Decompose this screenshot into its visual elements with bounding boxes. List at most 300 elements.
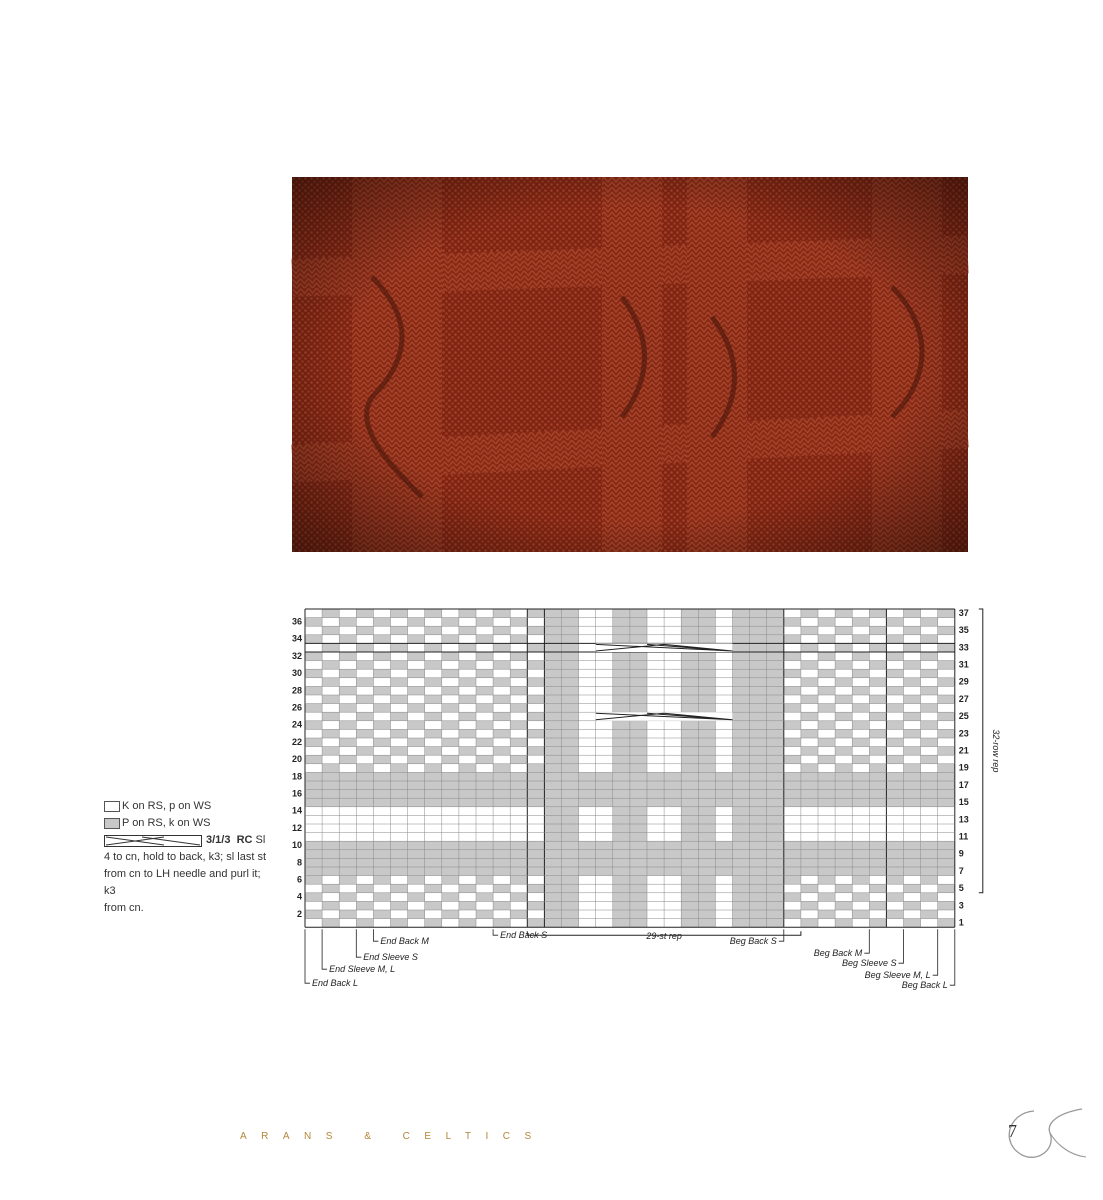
chart-cell-purl — [356, 781, 373, 790]
chart-cell-purl — [613, 695, 630, 704]
chart-cell-purl — [886, 781, 903, 790]
chart-cell-purl — [784, 618, 801, 627]
chart-cell-purl — [493, 661, 510, 670]
chart-cell-purl — [750, 686, 767, 695]
chart-cell-purl — [767, 729, 784, 738]
chart-cell-purl — [493, 729, 510, 738]
chart-cell-purl — [869, 858, 886, 867]
chart-cell-purl — [408, 686, 425, 695]
chart-cell-purl — [886, 704, 903, 713]
chart-cell-purl — [938, 790, 955, 799]
chart-cell-purl — [767, 798, 784, 807]
chart-cell-purl — [647, 790, 664, 799]
chart-cell-purl — [921, 704, 938, 713]
chart-cell-purl — [698, 781, 715, 790]
chart-cell-purl — [630, 661, 647, 670]
chart-cell-purl — [767, 661, 784, 670]
chart-cell-purl — [733, 669, 750, 678]
chart-cell-purl — [750, 626, 767, 635]
chart-cell-purl — [562, 661, 579, 670]
chart-cell-purl — [356, 609, 373, 618]
row-number-right: 21 — [958, 745, 969, 756]
chart-cell-purl — [339, 876, 356, 885]
chart-cell-purl — [750, 841, 767, 850]
chart-cell-purl — [698, 721, 715, 730]
chart-cell-purl — [852, 704, 869, 713]
chart-cell-purl — [305, 867, 322, 876]
row-number-right: 13 — [958, 814, 969, 825]
chart-cell-purl — [459, 790, 476, 799]
chart-cell-purl — [442, 910, 459, 919]
chart-cell-purl — [630, 867, 647, 876]
chart-cell-purl — [425, 858, 442, 867]
chart-cell-purl — [733, 626, 750, 635]
chart-cell-purl — [869, 747, 886, 756]
chart-cell-purl — [681, 721, 698, 730]
chart-cell-purl — [784, 876, 801, 885]
chart-cell-purl — [784, 893, 801, 902]
chart-cell-purl — [442, 652, 459, 661]
page-number: 7 — [1008, 1121, 1017, 1141]
chart-cell-purl — [442, 721, 459, 730]
row-rep-label: 32-row rep — [990, 729, 1001, 773]
chart-cell-purl — [886, 893, 903, 902]
chart-cell-purl — [613, 669, 630, 678]
chart-cell-purl — [835, 678, 852, 687]
cable-rc: RC — [236, 834, 253, 846]
chart-cell-purl — [476, 618, 493, 627]
cable-code: 3/1/3 — [206, 834, 231, 846]
chart-cell-purl — [373, 893, 390, 902]
chart-cell-purl — [733, 884, 750, 893]
chart-cell-purl — [835, 781, 852, 790]
chart-cell-purl — [476, 772, 493, 781]
chart-cell-purl — [750, 919, 767, 928]
chart-cell-purl — [408, 893, 425, 902]
cable-symbol-icon — [104, 835, 202, 847]
chart-cell-purl — [579, 772, 596, 781]
chart-cell-purl — [750, 824, 767, 833]
chart-cell-purl — [391, 712, 408, 721]
row-number-right: 25 — [958, 711, 969, 722]
chart-cell-purl — [750, 738, 767, 747]
chart-cell-purl — [681, 618, 698, 627]
chart-cell-purl — [562, 815, 579, 824]
row-number-right: 27 — [958, 693, 969, 704]
chart-cell-purl — [630, 815, 647, 824]
chart-cell-purl — [681, 661, 698, 670]
chart-cell-purl — [373, 850, 390, 859]
chart-cell-purl — [664, 850, 681, 859]
row-number-left: 20 — [291, 754, 302, 765]
chart-cell-purl — [681, 798, 698, 807]
chart-cell-purl — [630, 669, 647, 678]
chart-cell-purl — [425, 901, 442, 910]
chart-cell-purl — [767, 712, 784, 721]
chart-cell-purl — [767, 669, 784, 678]
chart-cell-purl — [869, 790, 886, 799]
chart-cell-purl — [647, 841, 664, 850]
chart-cell-purl — [733, 841, 750, 850]
chart-cell-purl — [886, 850, 903, 859]
chart-cell-purl — [510, 910, 527, 919]
chart-cell-purl — [562, 721, 579, 730]
chart-cell-purl — [373, 910, 390, 919]
chart-cell-purl — [579, 781, 596, 790]
chart-cell-purl — [510, 652, 527, 661]
row-number-right: 1 — [958, 917, 964, 928]
chart-cell-purl — [356, 643, 373, 652]
chart-cell-purl — [408, 721, 425, 730]
chart-cell-purl — [442, 850, 459, 859]
chart-cell-purl — [835, 901, 852, 910]
chart-cell-purl — [698, 669, 715, 678]
chart-cell-purl — [681, 841, 698, 850]
chart-cell-purl — [459, 764, 476, 773]
chart-cell-purl — [613, 824, 630, 833]
chart-cell-purl — [510, 635, 527, 644]
chart-cell-purl — [408, 704, 425, 713]
chart-cell-purl — [904, 841, 921, 850]
chart-cell-purl — [733, 686, 750, 695]
chart-cell-purl — [322, 798, 339, 807]
chart-cell-purl — [698, 790, 715, 799]
chart-cell-purl — [391, 661, 408, 670]
chart-cell-purl — [305, 781, 322, 790]
chart-cell-purl — [613, 807, 630, 816]
chart-cell-purl — [852, 910, 869, 919]
chart-cell-purl — [733, 695, 750, 704]
chart-cell-purl — [562, 626, 579, 635]
row-number-right: 37 — [958, 607, 969, 618]
chart-cell-purl — [767, 747, 784, 756]
chart-cell-purl — [750, 772, 767, 781]
chart-cell-purl — [356, 919, 373, 928]
chart-cell-purl — [750, 747, 767, 756]
footer-title: ARANS & CELTICS — [240, 1131, 546, 1142]
chart-cell-purl — [733, 901, 750, 910]
chart-cell-purl — [322, 884, 339, 893]
chart-cell-purl — [408, 635, 425, 644]
chart-cell-purl — [544, 919, 561, 928]
chart-cell-purl — [784, 850, 801, 859]
chart-cell-purl — [750, 678, 767, 687]
chart-cell-purl — [630, 824, 647, 833]
chart-cell-purl — [630, 626, 647, 635]
chart-cell-purl — [527, 729, 544, 738]
chart-cell-purl — [750, 910, 767, 919]
chart-cell-purl — [527, 858, 544, 867]
chart-cell-purl — [733, 721, 750, 730]
chart-cell-purl — [510, 686, 527, 695]
chart-cell-purl — [579, 798, 596, 807]
chart-cell-purl — [921, 850, 938, 859]
chart-cell-purl — [356, 798, 373, 807]
chart-cell-purl — [698, 867, 715, 876]
right-stitch-label: Beg Sleeve S — [841, 958, 897, 969]
left-stitch-label: End Back L — [312, 978, 359, 989]
chart-cell-purl — [339, 841, 356, 850]
chart-cell-purl — [852, 738, 869, 747]
chart-cell-purl — [562, 652, 579, 661]
chart-cell-purl — [630, 678, 647, 687]
chart-cell-purl — [733, 635, 750, 644]
chart-cell-purl — [391, 798, 408, 807]
chart-cell-purl — [527, 678, 544, 687]
chart-cell-purl — [852, 867, 869, 876]
chart-cell-purl — [391, 919, 408, 928]
chart-cell-purl — [527, 695, 544, 704]
chart-cell-purl — [544, 747, 561, 756]
chart-cell-purl — [322, 609, 339, 618]
chart-cell-purl — [527, 661, 544, 670]
chart-cell-purl — [339, 850, 356, 859]
chart-cell-purl — [373, 618, 390, 627]
chart-cell-purl — [664, 858, 681, 867]
chart-cell-purl — [408, 669, 425, 678]
chart-cell-purl — [425, 841, 442, 850]
chart-cell-purl — [767, 686, 784, 695]
row-number-left: 30 — [291, 668, 302, 679]
chart-cell-purl — [750, 867, 767, 876]
chart-cell-purl — [681, 755, 698, 764]
chart-cell-purl — [613, 798, 630, 807]
left-stitch-label: End Back S — [500, 930, 548, 941]
chart-cell-purl — [373, 721, 390, 730]
chart-cell-purl — [733, 609, 750, 618]
chart-cell-purl — [476, 867, 493, 876]
chart-cell-purl — [459, 798, 476, 807]
chart-cell-purl — [818, 772, 835, 781]
chart-cell-purl — [664, 772, 681, 781]
chart-cell-purl — [630, 695, 647, 704]
chart-cell-purl — [630, 686, 647, 695]
chart-cell-purl — [835, 858, 852, 867]
chart-cell-purl — [767, 755, 784, 764]
chart-cell-purl — [733, 643, 750, 652]
chart-cell-purl — [784, 841, 801, 850]
chart-cell-purl — [562, 807, 579, 816]
chart-cell-purl — [733, 798, 750, 807]
page-number-block — [998, 1103, 1088, 1163]
chart-cell-purl — [613, 850, 630, 859]
row-number-right: 9 — [958, 848, 964, 859]
chart-cell-purl — [904, 729, 921, 738]
chart-cell-purl — [408, 876, 425, 885]
chart-cell-purl — [886, 755, 903, 764]
chart-cell-purl — [476, 652, 493, 661]
chart-cell-purl — [544, 704, 561, 713]
chart-cell-purl — [339, 738, 356, 747]
chart-cell-purl — [938, 661, 955, 670]
chart-cell-purl — [425, 884, 442, 893]
chart-cell-purl — [562, 884, 579, 893]
chart-cell-purl — [715, 781, 732, 790]
chart-cell-purl — [562, 686, 579, 695]
row-number-left: 12 — [291, 822, 302, 833]
chart-cell-purl — [733, 618, 750, 627]
chart-cell-purl — [938, 850, 955, 859]
chart-cell-purl — [664, 867, 681, 876]
chart-cell-purl — [835, 867, 852, 876]
chart-cell-purl — [425, 867, 442, 876]
chart-cell-purl — [904, 790, 921, 799]
chart-cell-purl — [938, 695, 955, 704]
chart-cell-purl — [733, 858, 750, 867]
chart-cell-purl — [613, 876, 630, 885]
chart-cell-purl — [767, 884, 784, 893]
chart-cell-purl — [391, 643, 408, 652]
chart-cell-purl — [562, 910, 579, 919]
chart-cell-purl — [750, 704, 767, 713]
chart-cell-purl — [698, 772, 715, 781]
chart-cell-purl — [733, 712, 750, 721]
chart-cell-purl — [305, 704, 322, 713]
chart-cell-purl — [767, 919, 784, 928]
chart-cell-purl — [562, 841, 579, 850]
chart-cell-purl — [356, 841, 373, 850]
chart-cell-purl — [921, 669, 938, 678]
chart-cell-purl — [544, 618, 561, 627]
left-stitch-marker — [373, 929, 378, 941]
chart-cell-purl — [339, 686, 356, 695]
chart-cell-purl — [750, 858, 767, 867]
chart-cell-purl — [322, 695, 339, 704]
knit-swatch-icon — [104, 801, 120, 812]
chart-cell-purl — [698, 858, 715, 867]
chart-cell-purl — [664, 841, 681, 850]
chart-cell-purl — [544, 721, 561, 730]
chart-cell-purl — [459, 661, 476, 670]
chart-cell-purl — [904, 772, 921, 781]
chart-cell-purl — [835, 798, 852, 807]
chart-cell-purl — [818, 738, 835, 747]
chart-cell-purl — [630, 841, 647, 850]
chart-cell-purl — [784, 686, 801, 695]
chart-cell-purl — [750, 850, 767, 859]
chart-cell-purl — [852, 686, 869, 695]
chart-cell-purl — [322, 790, 339, 799]
chart-cell-purl — [322, 661, 339, 670]
chart-cell-purl — [630, 807, 647, 816]
chart-cell-purl — [715, 841, 732, 850]
chart-cell-purl — [681, 729, 698, 738]
chart-cell-purl — [750, 695, 767, 704]
chart-cell-purl — [852, 669, 869, 678]
chart-cell-purl — [681, 695, 698, 704]
chart-cell-purl — [391, 747, 408, 756]
cable-desc-2: from cn to LH needle and purl it; k3 — [104, 868, 261, 897]
chart-cell-purl — [938, 901, 955, 910]
chart-cell-purl — [715, 790, 732, 799]
chart-cell-purl — [356, 729, 373, 738]
chart-cell-purl — [886, 876, 903, 885]
chart-cell-purl — [630, 798, 647, 807]
chart-cell-purl — [869, 661, 886, 670]
chart-cell-purl — [938, 841, 955, 850]
chart-cell-purl — [408, 910, 425, 919]
knit-swatch-image — [292, 177, 968, 552]
chart-cell-purl — [767, 678, 784, 687]
chart-cell-purl — [408, 798, 425, 807]
chart-cell-purl — [904, 858, 921, 867]
chart-cell-purl — [322, 850, 339, 859]
chart-cell-purl — [596, 781, 613, 790]
chart-cell-purl — [613, 618, 630, 627]
chart-cell-purl — [921, 858, 938, 867]
chart-cell-purl — [476, 686, 493, 695]
chart-cell-purl — [305, 669, 322, 678]
chart-cell-purl — [630, 833, 647, 842]
chart-cell-purl — [767, 790, 784, 799]
chart-cell-purl — [835, 841, 852, 850]
chart-cell-purl — [681, 772, 698, 781]
chart-cell-purl — [459, 695, 476, 704]
chart-cell-purl — [784, 669, 801, 678]
chart-cell-purl — [852, 755, 869, 764]
chart-cell-purl — [767, 876, 784, 885]
row-number-left: 28 — [291, 685, 302, 696]
chart-cell-purl — [784, 721, 801, 730]
chart-cell-purl — [835, 729, 852, 738]
chart-cell-purl — [510, 858, 527, 867]
chart-cell-purl — [356, 661, 373, 670]
chart-cell-purl — [544, 669, 561, 678]
chart-cell-purl — [339, 669, 356, 678]
chart-cell-purl — [630, 729, 647, 738]
chart-cell-purl — [733, 652, 750, 661]
chart-cell-purl — [715, 798, 732, 807]
chart-cell-purl — [373, 755, 390, 764]
chart-cell-purl — [510, 738, 527, 747]
chart-cell-purl — [562, 712, 579, 721]
chart-cell-purl — [886, 790, 903, 799]
chart-cell-purl — [681, 910, 698, 919]
row-number-left: 6 — [296, 874, 302, 885]
chart-cell-purl — [613, 781, 630, 790]
chart-cell-purl — [767, 626, 784, 635]
chart-cell-purl — [527, 747, 544, 756]
chart-cell-purl — [938, 729, 955, 738]
chart-cell-purl — [938, 678, 955, 687]
chart-cell-purl — [938, 858, 955, 867]
chart-cell-purl — [921, 876, 938, 885]
chart-cell-purl — [476, 704, 493, 713]
chart-cell-purl — [938, 867, 955, 876]
chart-cell-purl — [527, 712, 544, 721]
chart-cell-purl — [921, 841, 938, 850]
chart-cell-purl — [562, 678, 579, 687]
st-rep-label: 29-st rep — [646, 931, 682, 942]
chart-cell-purl — [886, 738, 903, 747]
chart-cell-purl — [733, 807, 750, 816]
chart-cell-purl — [733, 747, 750, 756]
chart-cell-purl — [784, 652, 801, 661]
chart-cell-purl — [613, 755, 630, 764]
chart-cell-purl — [425, 919, 442, 928]
chart-cell-purl — [391, 884, 408, 893]
chart-cell-purl — [869, 609, 886, 618]
chart-cell-purl — [698, 652, 715, 661]
chart-cell-purl — [835, 643, 852, 652]
chart-cell-purl — [442, 867, 459, 876]
chart-cell-purl — [767, 850, 784, 859]
row-number-right: 33 — [958, 642, 969, 653]
chart-cell-purl — [459, 747, 476, 756]
chart-cell-purl — [305, 652, 322, 661]
chart-cell-purl — [442, 876, 459, 885]
chart-cell-purl — [784, 772, 801, 781]
